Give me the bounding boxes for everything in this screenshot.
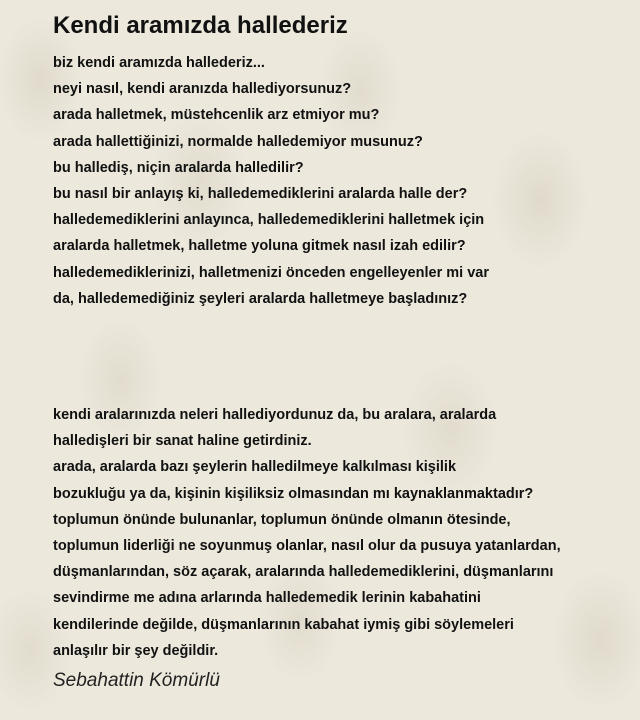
poem-title: Kendi aramızda hallederiz: [53, 12, 348, 39]
poem-line: halledemediklerini anlayınca, halledemediklerini halletmek için: [53, 212, 485, 229]
poem-line: bu hallediş, niçin aralarda halledilir?: [53, 159, 304, 176]
poem-line: bozukluğu ya da, kişinin kişiliksiz olmasından mı kaynaklanmaktadır?: [53, 485, 534, 502]
stanza-1: [53, 50, 633, 312]
poem-line: sevindirme me adına arlarında halledemedik lerinin kabahatini: [53, 590, 481, 607]
poem-line: toplumun önünde bulunanlar, toplumun önünde olmanın ötesinde,: [53, 511, 511, 528]
poem-line: halledişleri bir sanat haline getirdiniz.: [53, 433, 312, 450]
author-link[interactable]: Sebahattin Kömürlü: [53, 670, 220, 692]
poem-line: aralarda halletmek, halletme yoluna gitmek nasıl izah edilir?: [53, 238, 466, 255]
poem-line: arada halletmek, müstehcenlik arz etmiyor mu?: [53, 107, 380, 124]
poem-line: halledemediklerinizi, halletmenizi önceden engelleyenler mi var: [53, 264, 489, 281]
poem-line: kendi aralarınızda neleri hallediyordunuz da, bu aralara, aralarda: [53, 407, 497, 424]
poem-line: düşmanlarından, söz açarak, aralarında halledemediklerini, düşmanlarını: [53, 564, 554, 581]
poem-line: arada hallettiğinizi, normalde halledemiyor musunuz?: [53, 133, 423, 150]
poem-line: arada, aralarda bazı şeylerin halledilmeye kalkılması kişilik: [53, 459, 457, 476]
poem-line: toplumun liderliği ne soyunmuş olanlar, nasıl olur da pusuya yatanlardan,: [53, 538, 561, 555]
poem-line: biz kendi aramızda hallederiz...: [53, 55, 265, 71]
poem-page: [53, 0, 633, 694]
poem-line: bu nasıl bir anlayış ki, halledemediklerini aralarda halle der?: [53, 186, 468, 203]
poem-line: kendilerinde değilde, düşmanlarının kabahat iymiş gibi söylemeleri: [53, 616, 514, 633]
poem-line: anlaşılır bir şey değildir.: [53, 642, 219, 659]
poem-line: da, halledemediğiniz şeyleri aralarda halletmeye başladınız?: [53, 290, 468, 307]
poem-line: neyi nasıl, kendi aranızda hallediyorsunuz?: [53, 81, 352, 98]
stanza-2: [53, 402, 633, 664]
